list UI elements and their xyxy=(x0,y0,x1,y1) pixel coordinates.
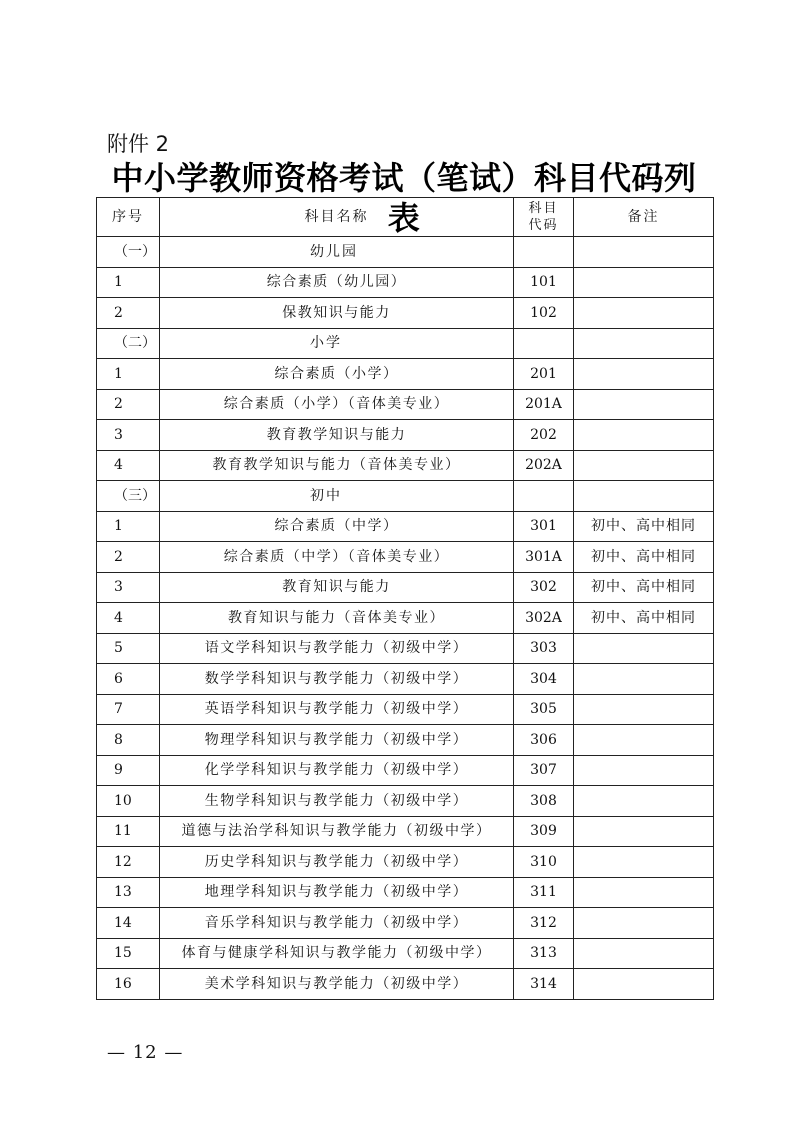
row-seq-cell: 8 xyxy=(97,725,160,756)
header-note: 备注 xyxy=(574,198,714,237)
row-seq-cell: 4 xyxy=(97,450,160,481)
row-seq-cell: 3 xyxy=(97,420,160,451)
row-subject-name-cell: 初中 xyxy=(160,481,514,512)
row-seq-cell: 15 xyxy=(97,938,160,969)
row-subject-code-cell: 302A xyxy=(514,603,574,634)
row-note-cell: 初中、高中相同 xyxy=(574,511,714,542)
table-row xyxy=(97,542,714,573)
table-row xyxy=(97,877,714,908)
row-seq-cell: 1 xyxy=(97,359,160,390)
row-seq-cell: （一） xyxy=(97,237,160,268)
row-subject-name-cell: 综合素质（中学）（音体美专业） xyxy=(160,542,514,573)
table-row xyxy=(97,298,714,329)
header-code-line2: 代码 xyxy=(528,218,559,233)
row-note-cell xyxy=(574,816,714,847)
row-seq-cell: 10 xyxy=(97,786,160,817)
header-subject-code xyxy=(514,198,574,237)
row-seq-cell: 2 xyxy=(97,542,160,573)
row-subject-name-cell: 教育教学知识与能力 xyxy=(160,420,514,451)
row-note-cell xyxy=(574,664,714,695)
row-seq-cell: 12 xyxy=(97,847,160,878)
document-title: 中小学教师资格考试（笔试）科目代码列表 xyxy=(111,159,697,237)
row-subject-code-cell: 312 xyxy=(514,908,574,939)
row-note-cell xyxy=(574,725,714,756)
row-subject-code-cell: 305 xyxy=(514,694,574,725)
row-subject-name-cell: 综合素质（幼儿园） xyxy=(160,267,514,298)
row-seq-cell: 7 xyxy=(97,694,160,725)
table-row xyxy=(97,511,714,542)
row-seq-cell: 3 xyxy=(97,572,160,603)
row-note-cell xyxy=(574,847,714,878)
row-subject-code-cell: 304 xyxy=(514,664,574,695)
row-seq-cell: 16 xyxy=(97,969,160,1000)
table-row xyxy=(97,725,714,756)
row-subject-name-cell: 小学 xyxy=(160,328,514,359)
row-subject-code-cell: 201A xyxy=(514,389,574,420)
row-subject-code-cell: 302 xyxy=(514,572,574,603)
row-seq-cell: 1 xyxy=(97,267,160,298)
row-subject-code-cell: 313 xyxy=(514,938,574,969)
row-subject-name-cell: 综合素质（小学）（音体美专业） xyxy=(160,389,514,420)
row-subject-name-cell: 教育知识与能力（音体美专业） xyxy=(160,603,514,634)
row-seq-cell: 11 xyxy=(97,816,160,847)
row-note-cell: 初中、高中相同 xyxy=(574,572,714,603)
row-seq-cell: 5 xyxy=(97,633,160,664)
table-row xyxy=(97,450,714,481)
table-row xyxy=(97,420,714,451)
row-note-cell xyxy=(574,450,714,481)
row-note-cell xyxy=(574,359,714,390)
row-subject-code-cell: 301A xyxy=(514,542,574,573)
row-seq-cell: 13 xyxy=(97,877,160,908)
table-row xyxy=(97,633,714,664)
table-row xyxy=(97,267,714,298)
table-row xyxy=(97,755,714,786)
page-number: — 12 — xyxy=(107,1042,184,1063)
table-body xyxy=(97,237,714,1000)
row-subject-name-cell: 英语学科知识与教学能力（初级中学） xyxy=(160,694,514,725)
row-note-cell xyxy=(574,420,714,451)
row-seq-cell: 6 xyxy=(97,664,160,695)
row-subject-code-cell: 202 xyxy=(514,420,574,451)
section-row xyxy=(97,481,714,512)
row-subject-code-cell xyxy=(514,328,574,359)
section-row xyxy=(97,237,714,268)
row-note-cell xyxy=(574,298,714,329)
header-seq: 序号 xyxy=(97,198,160,237)
row-note-cell xyxy=(574,694,714,725)
row-subject-name-cell: 物理学科知识与教学能力（初级中学） xyxy=(160,725,514,756)
table-row xyxy=(97,786,714,817)
row-note-cell xyxy=(574,237,714,268)
subject-code-table xyxy=(96,197,714,1000)
row-subject-name-cell: 综合素质（中学） xyxy=(160,511,514,542)
row-note-cell xyxy=(574,267,714,298)
header-subject-name: 科目名称 xyxy=(160,198,514,237)
row-note-cell: 初中、高中相同 xyxy=(574,603,714,634)
row-subject-code-cell xyxy=(514,481,574,512)
row-subject-code-cell: 306 xyxy=(514,725,574,756)
section-row xyxy=(97,328,714,359)
row-subject-name-cell: 美术学科知识与教学能力（初级中学） xyxy=(160,969,514,1000)
row-subject-code-cell xyxy=(514,237,574,268)
row-seq-cell: 2 xyxy=(97,298,160,329)
row-seq-cell: 4 xyxy=(97,603,160,634)
row-subject-code-cell: 202A xyxy=(514,450,574,481)
table-row xyxy=(97,969,714,1000)
row-subject-name-cell: 地理学科知识与教学能力（初级中学） xyxy=(160,877,514,908)
row-note-cell xyxy=(574,633,714,664)
row-note-cell xyxy=(574,389,714,420)
row-subject-code-cell: 308 xyxy=(514,786,574,817)
row-subject-code-cell: 303 xyxy=(514,633,574,664)
table-row xyxy=(97,908,714,939)
row-subject-name-cell: 保教知识与能力 xyxy=(160,298,514,329)
row-seq-cell: 14 xyxy=(97,908,160,939)
row-subject-code-cell: 314 xyxy=(514,969,574,1000)
table-row xyxy=(97,389,714,420)
header-code-line1: 科目 xyxy=(528,201,559,216)
table-row xyxy=(97,664,714,695)
table-row xyxy=(97,694,714,725)
row-subject-name-cell: 教育教学知识与能力（音体美专业） xyxy=(160,450,514,481)
row-note-cell xyxy=(574,481,714,512)
row-subject-name-cell: 数学学科知识与教学能力（初级中学） xyxy=(160,664,514,695)
table-row xyxy=(97,816,714,847)
row-note-cell xyxy=(574,328,714,359)
row-subject-name-cell: 道德与法治学科知识与教学能力（初级中学） xyxy=(160,816,514,847)
table-row xyxy=(97,938,714,969)
table-row xyxy=(97,847,714,878)
row-subject-code-cell: 101 xyxy=(514,267,574,298)
row-note-cell xyxy=(574,908,714,939)
row-subject-code-cell: 201 xyxy=(514,359,574,390)
row-seq-cell: （三） xyxy=(97,481,160,512)
row-subject-name-cell: 体育与健康学科知识与教学能力（初级中学） xyxy=(160,938,514,969)
row-note-cell xyxy=(574,877,714,908)
row-subject-name-cell: 历史学科知识与教学能力（初级中学） xyxy=(160,847,514,878)
row-subject-code-cell: 102 xyxy=(514,298,574,329)
row-seq-cell: 2 xyxy=(97,389,160,420)
row-subject-name-cell: 幼儿园 xyxy=(160,237,514,268)
row-subject-name-cell: 教育知识与能力 xyxy=(160,572,514,603)
row-note-cell xyxy=(574,786,714,817)
table-row xyxy=(97,359,714,390)
table-row xyxy=(97,603,714,634)
row-seq-cell: 1 xyxy=(97,511,160,542)
row-subject-name-cell: 音乐学科知识与教学能力（初级中学） xyxy=(160,908,514,939)
row-subject-code-cell: 309 xyxy=(514,816,574,847)
row-note-cell xyxy=(574,969,714,1000)
row-note-cell xyxy=(574,755,714,786)
row-seq-cell: 9 xyxy=(97,755,160,786)
attachment-label: 附件 2 xyxy=(107,132,170,156)
table-row xyxy=(97,572,714,603)
row-note-cell xyxy=(574,938,714,969)
row-note-cell: 初中、高中相同 xyxy=(574,542,714,573)
row-subject-name-cell: 生物学科知识与教学能力（初级中学） xyxy=(160,786,514,817)
row-subject-name-cell: 综合素质（小学） xyxy=(160,359,514,390)
row-subject-code-cell: 307 xyxy=(514,755,574,786)
row-subject-code-cell: 301 xyxy=(514,511,574,542)
row-subject-code-cell: 310 xyxy=(514,847,574,878)
row-seq-cell: （二） xyxy=(97,328,160,359)
row-subject-code-cell: 311 xyxy=(514,877,574,908)
row-subject-name-cell: 化学学科知识与教学能力（初级中学） xyxy=(160,755,514,786)
row-subject-name-cell: 语文学科知识与教学能力（初级中学） xyxy=(160,633,514,664)
table-header-row xyxy=(97,198,714,237)
